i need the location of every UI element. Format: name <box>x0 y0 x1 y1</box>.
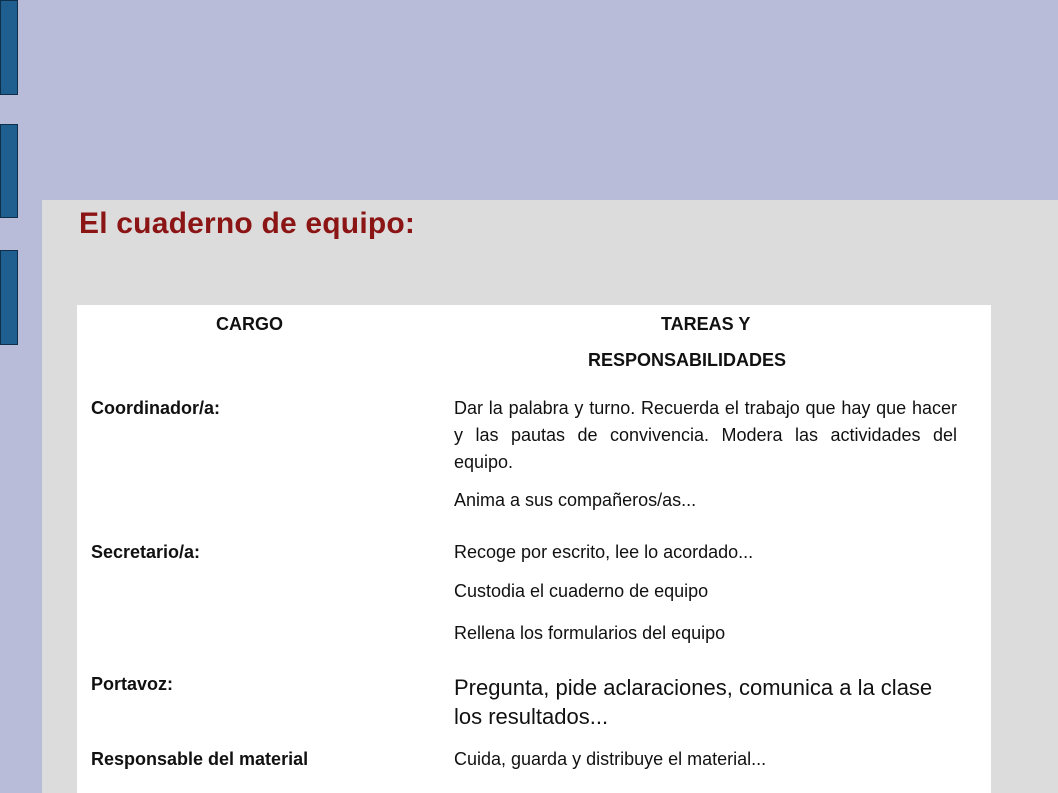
task-secretario-2: Custodia el cuaderno de equipo <box>454 581 709 601</box>
slide-tab-marker <box>0 250 18 345</box>
slide-tab-marker <box>0 124 18 218</box>
role-secretario: Secretario/a: <box>91 542 201 562</box>
task-portavoz-1: Pregunta, pide aclaraciones, comunica a la clase los resultados... <box>454 675 933 729</box>
role-coordinador: Coordinador/a: <box>91 398 220 418</box>
role-portavoz: Portavoz: <box>91 674 174 694</box>
task-secretario-1: Recoge por escrito, lee lo acordado... <box>454 542 754 562</box>
task-responsable-material-1: Cuida, guarda y distribuye el material... <box>454 749 767 769</box>
task-coordinador-2: Anima a sus compañeros/as... <box>454 490 697 510</box>
slide-title: El cuaderno de equipo: <box>79 207 416 240</box>
header-cargo: CARGO <box>216 314 283 334</box>
task-secretario-3: Rellena los formularios del equipo <box>454 623 726 643</box>
header-tareas-line2: RESPONSABILIDADES <box>588 350 787 370</box>
slide-tab-marker <box>0 0 18 95</box>
slide-left-band <box>0 0 42 793</box>
header-tareas-line1: TAREAS Y <box>661 314 751 334</box>
task-coordinador-1: Dar la palabra y turno. Recuerda el trabajo que hay que hacer y las pautas de convivencia. Modera las actividades del equipo. <box>454 398 957 472</box>
slide-top-band <box>0 0 1058 200</box>
role-responsable-material: Responsable del material <box>91 749 309 769</box>
